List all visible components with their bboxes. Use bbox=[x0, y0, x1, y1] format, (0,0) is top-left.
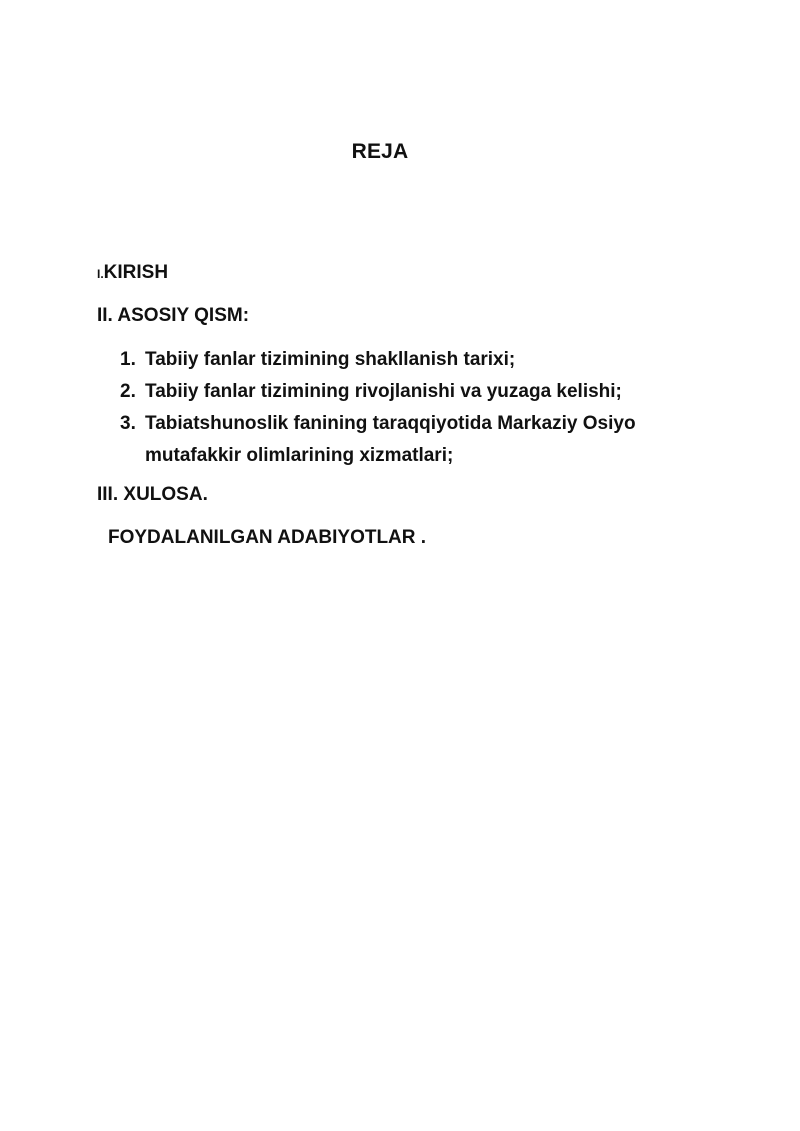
list-item-number: 1. bbox=[120, 349, 136, 370]
page-title: REJA bbox=[351, 140, 409, 163]
list-item bbox=[120, 376, 705, 408]
list-item-text: Tabiatshunoslik fanining taraqqiyotida Markaziy Osiyo mutafakkir olimlarining xizmatlari; bbox=[145, 413, 636, 466]
section-conclusion: III. XULOSA. bbox=[97, 484, 208, 505]
section-main: II. ASOSIY QISM: bbox=[97, 305, 250, 326]
main-section-list bbox=[120, 344, 705, 472]
section-intro-label: KIRISH bbox=[103, 262, 169, 283]
list-item-number: 3. bbox=[120, 413, 136, 434]
list-item bbox=[120, 408, 705, 472]
section-references: FOYDALANILGAN ADABIYOTLAR . bbox=[108, 527, 427, 548]
list-item bbox=[120, 344, 705, 376]
section-intro bbox=[97, 261, 168, 286]
section-intro-number: I. bbox=[97, 267, 104, 281]
list-item-text: Tabiiy fanlar tizimining shakllanish tarixi; bbox=[145, 349, 516, 370]
list-item-text: Tabiiy fanlar tizimining rivojlanishi va yuzaga kelishi; bbox=[145, 381, 622, 402]
list-item-number: 2. bbox=[120, 381, 136, 402]
